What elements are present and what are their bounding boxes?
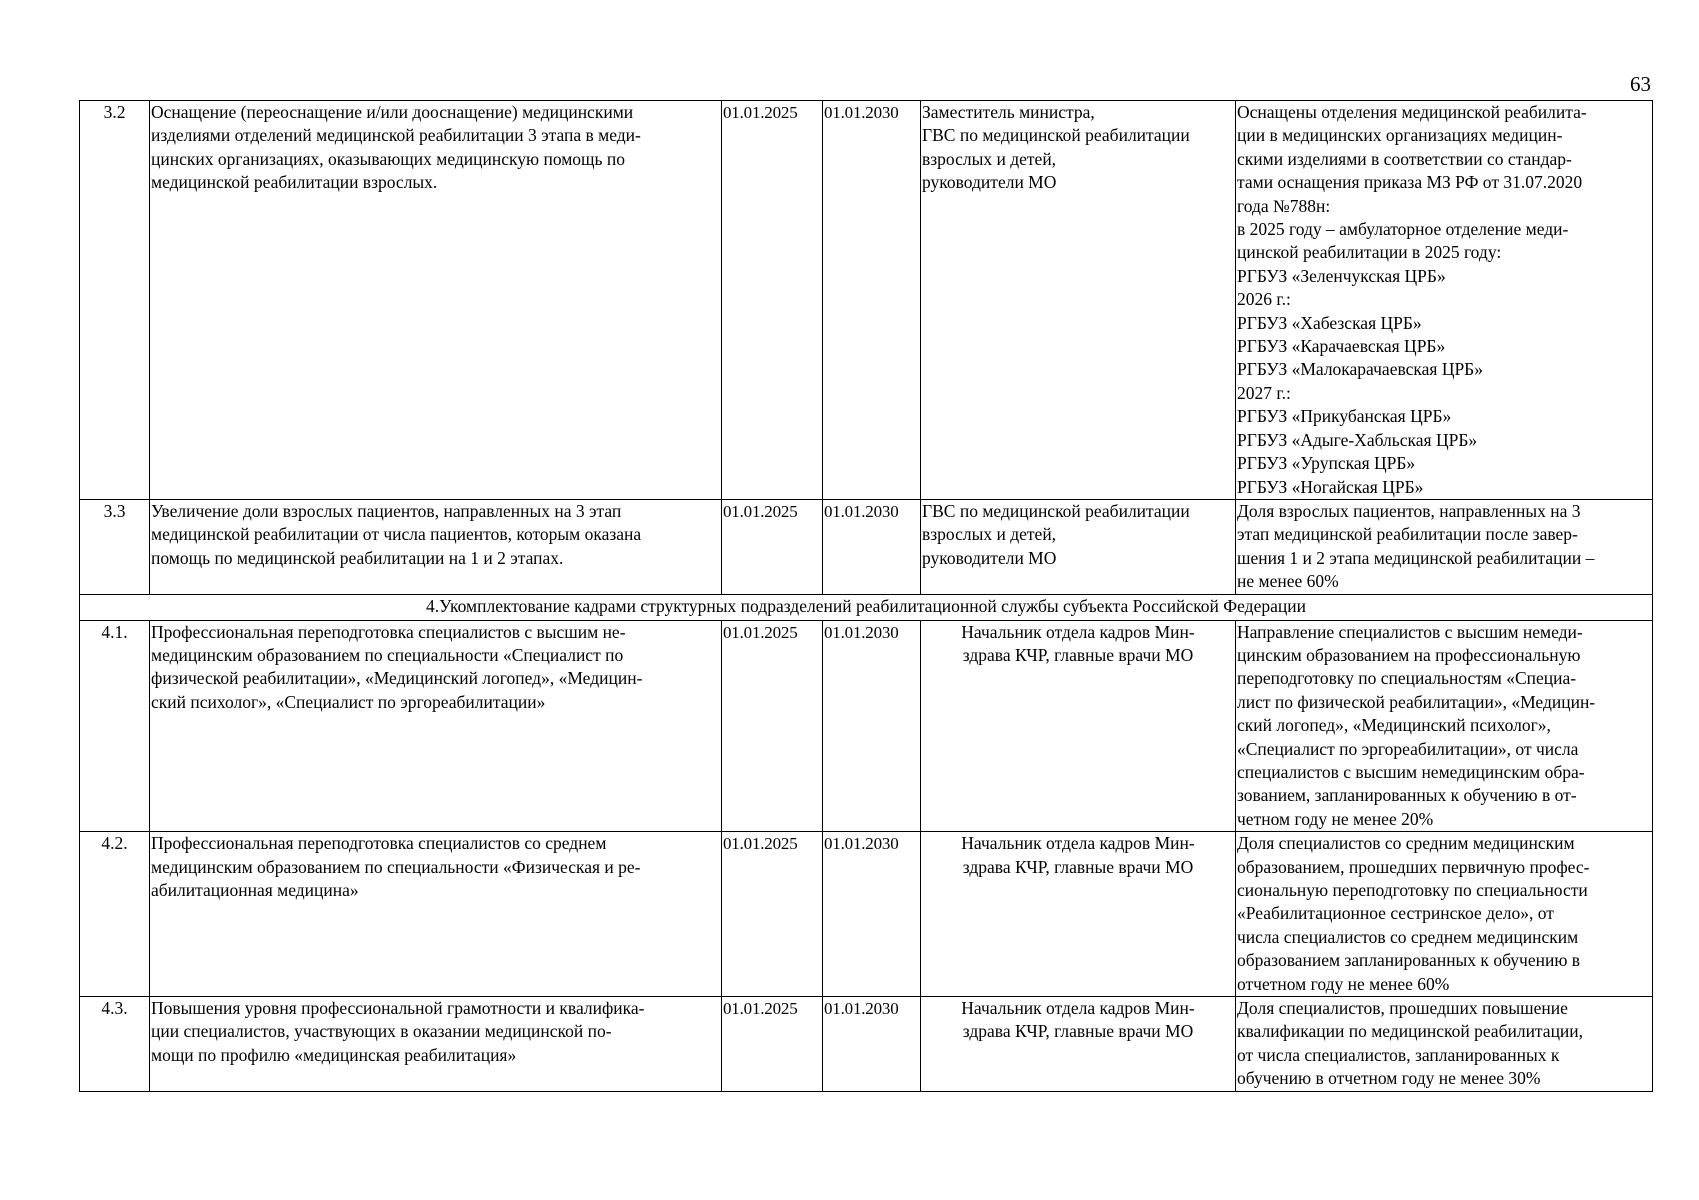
text-line: квалификации по медицинской реабилитации, [1237, 1021, 1584, 1042]
row-number: 4.3. [80, 997, 150, 1092]
text-line: здрава КЧР, главные врачи МО [962, 856, 1194, 877]
row-description [150, 499, 722, 594]
text-line: РГБУЗ «Зеленчукская ЦРБ» [1237, 265, 1446, 286]
row-number: 4.2. [80, 832, 150, 997]
text-line: образованием, прошедших первичную профес- [1237, 856, 1590, 877]
text-line: Увеличение доли взрослых пациентов, направленных на 3 этап [151, 500, 622, 521]
text-line: ский психолог», «Специалист по эргореабилитации» [151, 691, 546, 712]
table-row [80, 832, 1653, 997]
text-line: Начальник отдела кадров Мин- [961, 998, 1195, 1019]
end-date: 01.01.2030 [823, 832, 921, 997]
text-line: Направление специалистов с высшим немеди- [1237, 621, 1583, 642]
text-line: лист по физической реабилитации», «Медицин- [1237, 691, 1596, 712]
text-line: года №788н: [1237, 195, 1331, 216]
text-line: РГБУЗ «Малокарачаевская ЦРБ» [1237, 359, 1483, 380]
expected-result [1236, 997, 1653, 1092]
text-line: здрава КЧР, главные врачи МО [962, 644, 1194, 665]
row-description [150, 101, 722, 500]
expected-result [1236, 499, 1653, 594]
text-line: не менее 60% [1237, 571, 1339, 592]
text-line: РГБУЗ «Прикубанская ЦРБ» [1237, 406, 1452, 427]
expected-result [1236, 101, 1653, 500]
end-date: 01.01.2030 [823, 101, 921, 500]
text-line: Доля специалистов, прошедших повышение [1237, 998, 1568, 1019]
text-line: скими изделиями в соответствии со стандар- [1237, 148, 1572, 169]
text-line: ГВС по медицинской реабилитации [922, 500, 1190, 521]
section-title: 4.Укомплектование кадрами структурных подразделений реабилитационной службы субъекта Российской Федерации [80, 594, 1653, 620]
text-line: сиональную переподготовку по специальности [1237, 880, 1588, 900]
text-line: цинской реабилитации в 2025 году: [1237, 242, 1502, 263]
start-date: 01.01.2025 [722, 832, 823, 997]
text-line: четном году не менее 20% [1237, 808, 1434, 829]
start-date: 01.01.2025 [722, 620, 823, 832]
row-description [150, 832, 722, 997]
text-line: от числа специалистов, запланированных к [1237, 1044, 1560, 1065]
end-date: 01.01.2030 [823, 499, 921, 594]
row-description [150, 620, 722, 832]
table-row [80, 620, 1653, 832]
text-line: взрослых и детей, [922, 148, 1057, 169]
start-date: 01.01.2025 [722, 499, 823, 594]
text-line: руководители МО [922, 547, 1057, 568]
responsible [921, 499, 1236, 594]
text-line: 2026 г.: [1237, 289, 1291, 310]
text-line: «Специалист по эргореабилитации», от числа [1237, 738, 1579, 759]
text-line: РГБУЗ «Адыге-Хабльская ЦРБ» [1237, 429, 1478, 450]
row-number: 3.2 [80, 101, 150, 500]
text-line: РГБУЗ «Ногайская ЦРБ» [1237, 476, 1424, 497]
text-line: цинских организациях, оказывающих медицинскую помощь по [151, 148, 626, 169]
text-line: медицинской реабилитации от числа пациентов, которым оказана [151, 524, 642, 545]
text-line: руководители МО [922, 172, 1057, 193]
text-line: ский логопед», «Медицинский психолог», [1237, 715, 1551, 736]
text-line: Начальник отдела кадров Мин- [961, 833, 1195, 854]
text-line: шения 1 и 2 этапа медицинской реабилитации – [1237, 547, 1595, 568]
text-line: Повышения уровня профессиональной грамотности и квалифика- [151, 998, 645, 1019]
text-line: Оснащение (переоснащение и/или дооснащение) медицинскими [151, 102, 634, 122]
text-line: здрава КЧР, главные врачи МО [962, 1021, 1194, 1042]
text-line: зованием, запланированных к обучению в от- [1237, 785, 1577, 806]
text-line: ции специалистов, участвующих в оказании медицинской по- [151, 1021, 612, 1042]
text-line: помощь по медицинской реабилитации на 1 и 2 этапах. [151, 547, 564, 568]
text-line: ГВС по медицинской реабилитации [922, 125, 1190, 146]
text-line: взрослых и детей, [922, 524, 1057, 545]
text-line: Начальник отдела кадров Мин- [961, 621, 1195, 642]
text-line: числа специалистов со среднем медицинским [1237, 926, 1579, 947]
text-line: специалистов с высшим немедицинским обра- [1237, 761, 1585, 782]
text-line: Доля специалистов со средним медицинским [1237, 833, 1575, 854]
responsible [921, 997, 1236, 1092]
table-row [80, 101, 1653, 500]
end-date: 01.01.2030 [823, 620, 921, 832]
action-plan-table [79, 100, 1653, 1092]
section-header-row [80, 594, 1653, 620]
text-line: 2027 г.: [1237, 382, 1291, 403]
row-description [150, 997, 722, 1092]
expected-result [1236, 620, 1653, 832]
text-line: медицинским образованием по специальности «Специалист по [151, 644, 624, 665]
start-date: 01.01.2025 [722, 997, 823, 1092]
text-line: этап медицинской реабилитации после завер- [1237, 524, 1578, 545]
responsible [921, 620, 1236, 832]
table-row [80, 499, 1653, 594]
text-line: отчетном году не менее 60% [1237, 973, 1450, 994]
responsible [921, 832, 1236, 997]
page-number: 63 [1630, 72, 1651, 96]
text-line: мощи по профилю «медицинская реабилитация» [151, 1044, 517, 1065]
text-line: образованием запланированных к обучению в [1237, 950, 1581, 971]
expected-result [1236, 832, 1653, 997]
text-line: переподготовку по специальностям «Специа- [1237, 668, 1577, 689]
text-line: изделиями отделений медицинской реабилитации 3 этапа в меди- [151, 125, 641, 146]
row-number: 3.3 [80, 499, 150, 594]
end-date: 01.01.2030 [823, 997, 921, 1092]
text-line: абилитационная медицина» [151, 880, 359, 900]
text-line: тами оснащения приказа МЗ РФ от 31.07.2020 [1237, 172, 1583, 193]
text-line: Профессиональная переподготовка специалистов с высшим не- [151, 621, 626, 642]
text-line: Заместитель министра, [922, 102, 1095, 122]
text-line: РГБУЗ «Урупская ЦРБ» [1237, 453, 1416, 474]
text-line: обучению в отчетном году не менее 30% [1237, 1068, 1541, 1089]
start-date: 01.01.2025 [722, 101, 823, 500]
text-line: Профессиональная переподготовка специалистов со среднем [151, 833, 607, 854]
text-line: Доля взрослых пациентов, направленных на 3 [1237, 500, 1581, 521]
responsible [921, 101, 1236, 500]
text-line: в 2025 году – амбулаторное отделение меди- [1237, 219, 1569, 240]
text-line: медицинской реабилитации взрослых. [151, 172, 438, 193]
text-line: РГБУЗ «Хабезская ЦРБ» [1237, 312, 1422, 333]
text-line: «Реабилитационное сестринское дело», от [1237, 903, 1554, 924]
text-line: РГБУЗ «Карачаевская ЦРБ» [1237, 336, 1446, 357]
text-line: медицинским образованием по специальности «Физическая и ре- [151, 856, 641, 877]
text-line: цинским образованием на профессиональную [1237, 644, 1581, 665]
table-row [80, 997, 1653, 1092]
text-line: Оснащены отделения медицинской реабилита- [1237, 102, 1587, 122]
text-line: физической реабилитации», «Медицинский логопед», «Медицин- [151, 668, 643, 689]
text-line: ции в медицинских организациях медицин- [1237, 125, 1563, 146]
row-number: 4.1. [80, 620, 150, 832]
